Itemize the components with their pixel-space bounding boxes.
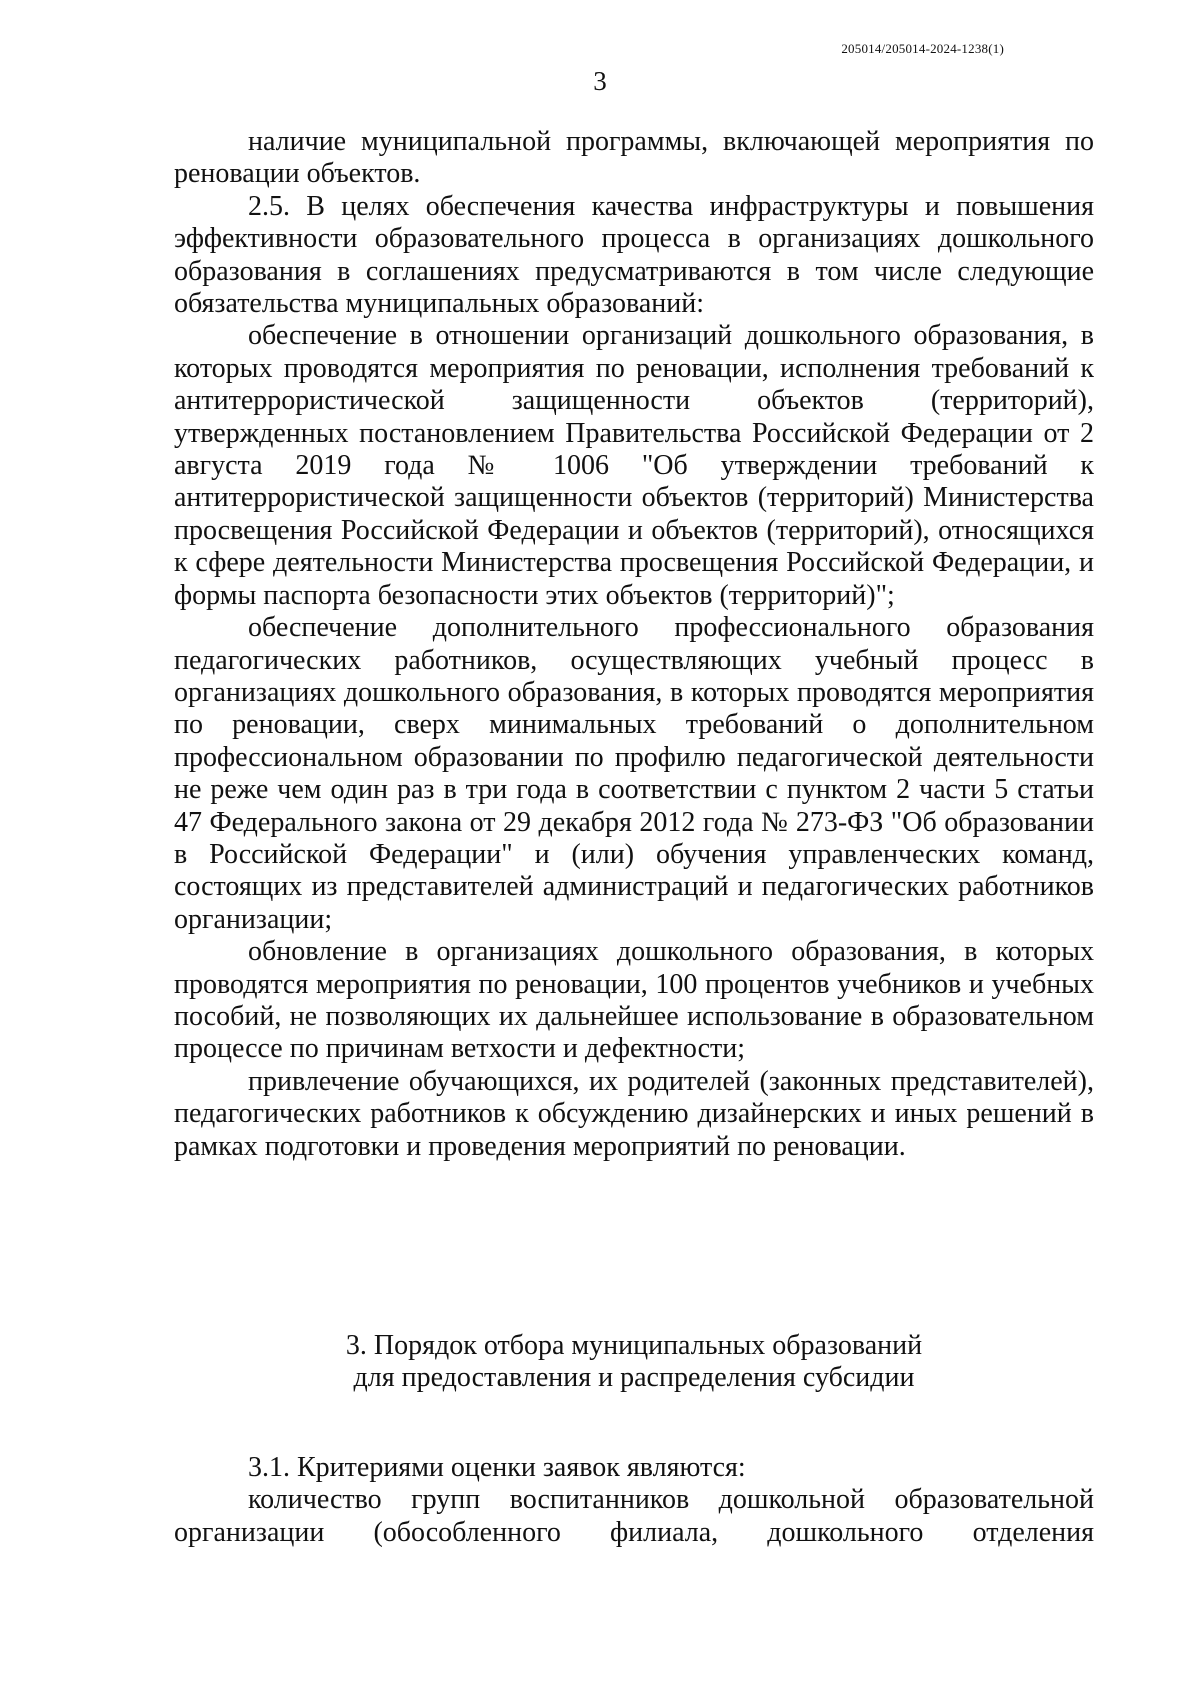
- paragraph-textbook-renewal: обновление в организациях дошкольного образования, в которых проводятся мероприятия по реновации, 100 процентов учебников и учебных пособий, не позволяющих их дальнейшее использование в образовательном процессе по причинам ветхости и дефектности;: [174, 936, 1094, 1065]
- document-registration-code: 205014/205014-2024-1238(1): [841, 41, 1004, 56]
- section-3-text: [174, 1452, 1094, 1549]
- paragraph-additional-education: обеспечение дополнительного профессионального образования педагогических работников, осуществляющих учебный процесс в организациях дошкольного образования, в которых проводятся мероприятия по реновации, сверх минимальных требований о дополнительном профессиональном образовании по профилю педагогической деятельности не реже чем один раз в три года в соответствии с пунктом 2 части 5 статьи 47 Федерального закона от 29 декабря 2012 года № 273-ФЗ "Об образовании в Российской Федерации" и (или) обучения управленческих команд, состоящих из представителей администраций и педагогических работников организации;: [174, 612, 1094, 935]
- paragraph-municipal-program: наличие муниципальной программы, включающей мероприятия по реновации объектов.: [174, 126, 1094, 190]
- section-heading-line-2: для предоставления и распределения субсидии: [353, 1362, 915, 1394]
- paragraph-3-1: 3.1. Критериями оценки заявок являются:: [248, 1452, 746, 1483]
- paragraph-stakeholder-involvement: привлечение обучающихся, их родителей (законных представителей), педагогических работников к обсуждению дизайнерских и иных решений в рамках подготовки и проведения мероприятий по реновации.: [174, 1065, 1094, 1162]
- paragraph-group-count: количество групп воспитанников дошкольной образовательной организации (обособленного филиала, дошкольного отделения: [174, 1484, 1094, 1548]
- body-text: [174, 126, 1094, 1163]
- paragraph-2-5: 2.5. В целях обеспечения качества инфраструктуры и повышения эффективности образовательного процесса в организациях дошкольного образования в соглашениях предусматриваются в том числе следующие обязательства муниципальных образований:: [174, 190, 1094, 320]
- section-heading-line-1: 3. Порядок отбора муниципальных образований: [345, 1330, 923, 1361]
- page-number: 3: [593, 66, 607, 96]
- section-3-heading: [174, 1330, 1094, 1395]
- paragraph-antiterrorist-security: обеспечение в отношении организаций дошкольного образования, в которых проводятся мероприятия по реновации, исполнения требований к антитеррористической защищенности объектов (территорий), утвержденных постановлением Правительства Российской Федерации от 2 августа 2019 года № 1006 "Об утверждении требований к антитеррористической защищенности объектов (территорий) Министерства просвещения Российской Федерации и объектов (территорий), относящихся к сфере деятельности Министерства просвещения Российской Федерации, и формы паспорта безопасности этих объектов (территорий)";: [174, 320, 1094, 611]
